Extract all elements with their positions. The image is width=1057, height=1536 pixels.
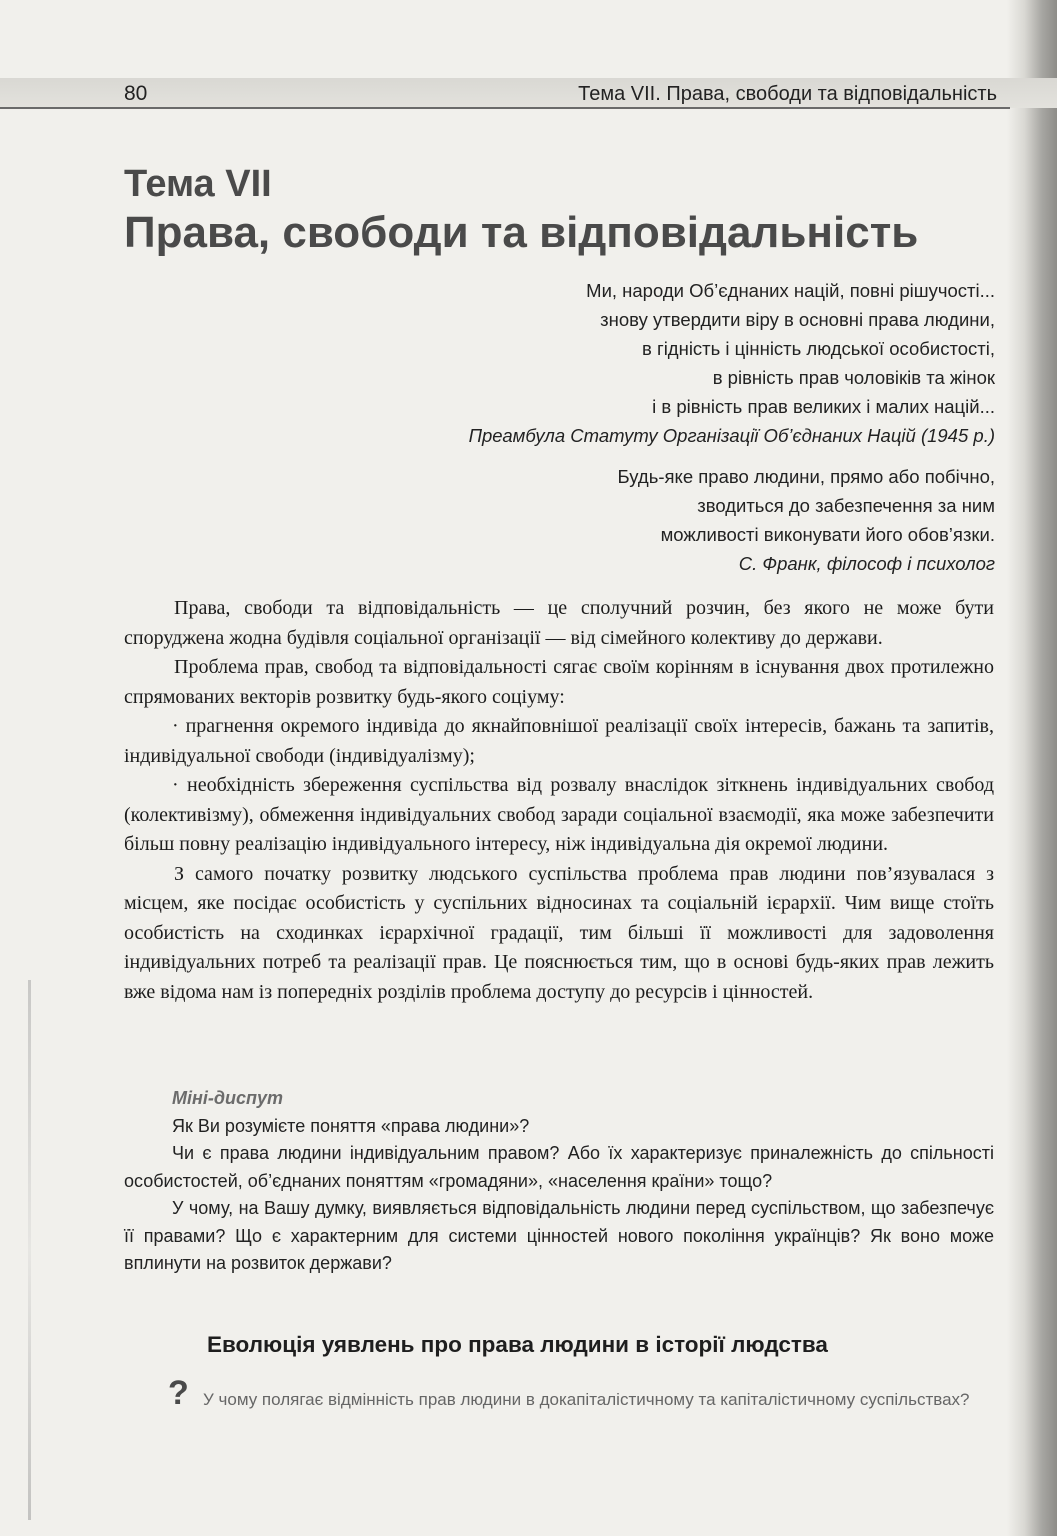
epigraph-source: С. Франк, філософ і психолог: [738, 553, 995, 574]
paragraph: Проблема прав, свобод та відповідальності сягає своїм корінням в існування двох протилежно спрямованих векторів розвитку будь-якого соціуму:: [124, 656, 994, 708]
discussion-question: Чи є права людини індивідуальним правом? Або їх характеризує приналежність до спільності особистостей, об’єднаних поняттям «громадяни», «населення країни» тощо?: [124, 1143, 994, 1191]
epigraph-source: Преамбула Статуту Організації Об’єднаних Націй (1945 р.): [468, 425, 995, 446]
mini-dispute-box: [124, 1085, 994, 1278]
scan-streak: [28, 980, 31, 1520]
epigraph-line: Будь-яке право людини, прямо або побічно,: [617, 466, 995, 487]
section-question: У чому полягає відмінність прав людини в докапіталістичному та капіталістичному суспільствах?: [203, 1390, 970, 1409]
chapter-label: Тема VII: [124, 163, 272, 205]
discussion-question: У чому, на Вашу думку, виявляється відповідальність людини перед суспільством, що забезпечує її правами? Що є характерним для системи цінностей нового покоління українців? Як воно може вплинути на розвиток держави?: [124, 1198, 994, 1273]
epigraph-frank: [618, 462, 995, 578]
header-rule: [0, 107, 1010, 109]
epigraph-line: знову утвердити віру в основні права людини,: [600, 309, 995, 330]
running-title: Тема VII. Права, свободи та відповідальність: [578, 83, 997, 105]
paragraph: З самого початку розвитку людського суспільства проблема прав людини пов’язувалася з місцем, яке посідає особистість у суспільних відносинах та соціальній ієрархії. Чим вище стоїть особистість на сходинках ієрархічної градації, тим більші її можливості для задоволення індивідуальних потреб та реалізації прав. Це пояснюється тим, що в основі будь-яких прав лежить вже відома нам із попередніх розділів проблема доступу до ресурсів і цінностей.: [124, 862, 994, 1003]
epigraph-line: і в рівність прав великих і малих націй...: [652, 396, 995, 417]
mini-dispute-title: Міні-диспут: [172, 1088, 284, 1108]
bullet-item: · необхідність збереження суспільства від розвалу внаслідок зіткнень індивідуальних свобод (колективізму), обмеження індивідуальних свобод заради соціальної взаємодії, яка може забезпечити більш повну реалізацію індивідуального інтересу, ніж індивідуальна дія окремої людини.: [124, 774, 994, 855]
epigraph-un-charter: [469, 276, 995, 450]
question-mark-icon: ?: [168, 1374, 189, 1412]
chapter-title: Права, свободи та відповідальність: [124, 208, 919, 257]
epigraph-line: зводиться до забезпечення за ним: [697, 495, 995, 516]
discussion-question: Як Ви розумієте поняття «права людини»?: [172, 1115, 530, 1136]
paragraph: Права, свободи та відповідальність — це сполучний розчин, без якого не може бути споруджена жодна будівля соціальної організації — від сімейного колективу до держави.: [124, 597, 994, 649]
epigraph-line: в рівність прав чоловіків та жінок: [712, 367, 995, 388]
epigraph-line: Ми, народи Об’єднаних націй, повні рішучості...: [586, 280, 995, 301]
page-spine-shadow: [1007, 0, 1057, 1536]
epigraph-line: можливості виконувати його обов’язки.: [660, 524, 995, 545]
epigraph-line: в гідність і цінність людської особистості,: [641, 338, 995, 359]
bullet-item: · прагнення окремого індивіда до якнайповнішої реалізації своїх інтересів, бажань та запитів, індивідуальної свободи (індивідуалізму);: [124, 715, 994, 767]
page-number: 80: [124, 82, 148, 105]
section-heading: Еволюція уявлень про права людини в історії людства: [207, 1332, 828, 1357]
main-text: [124, 594, 994, 1007]
